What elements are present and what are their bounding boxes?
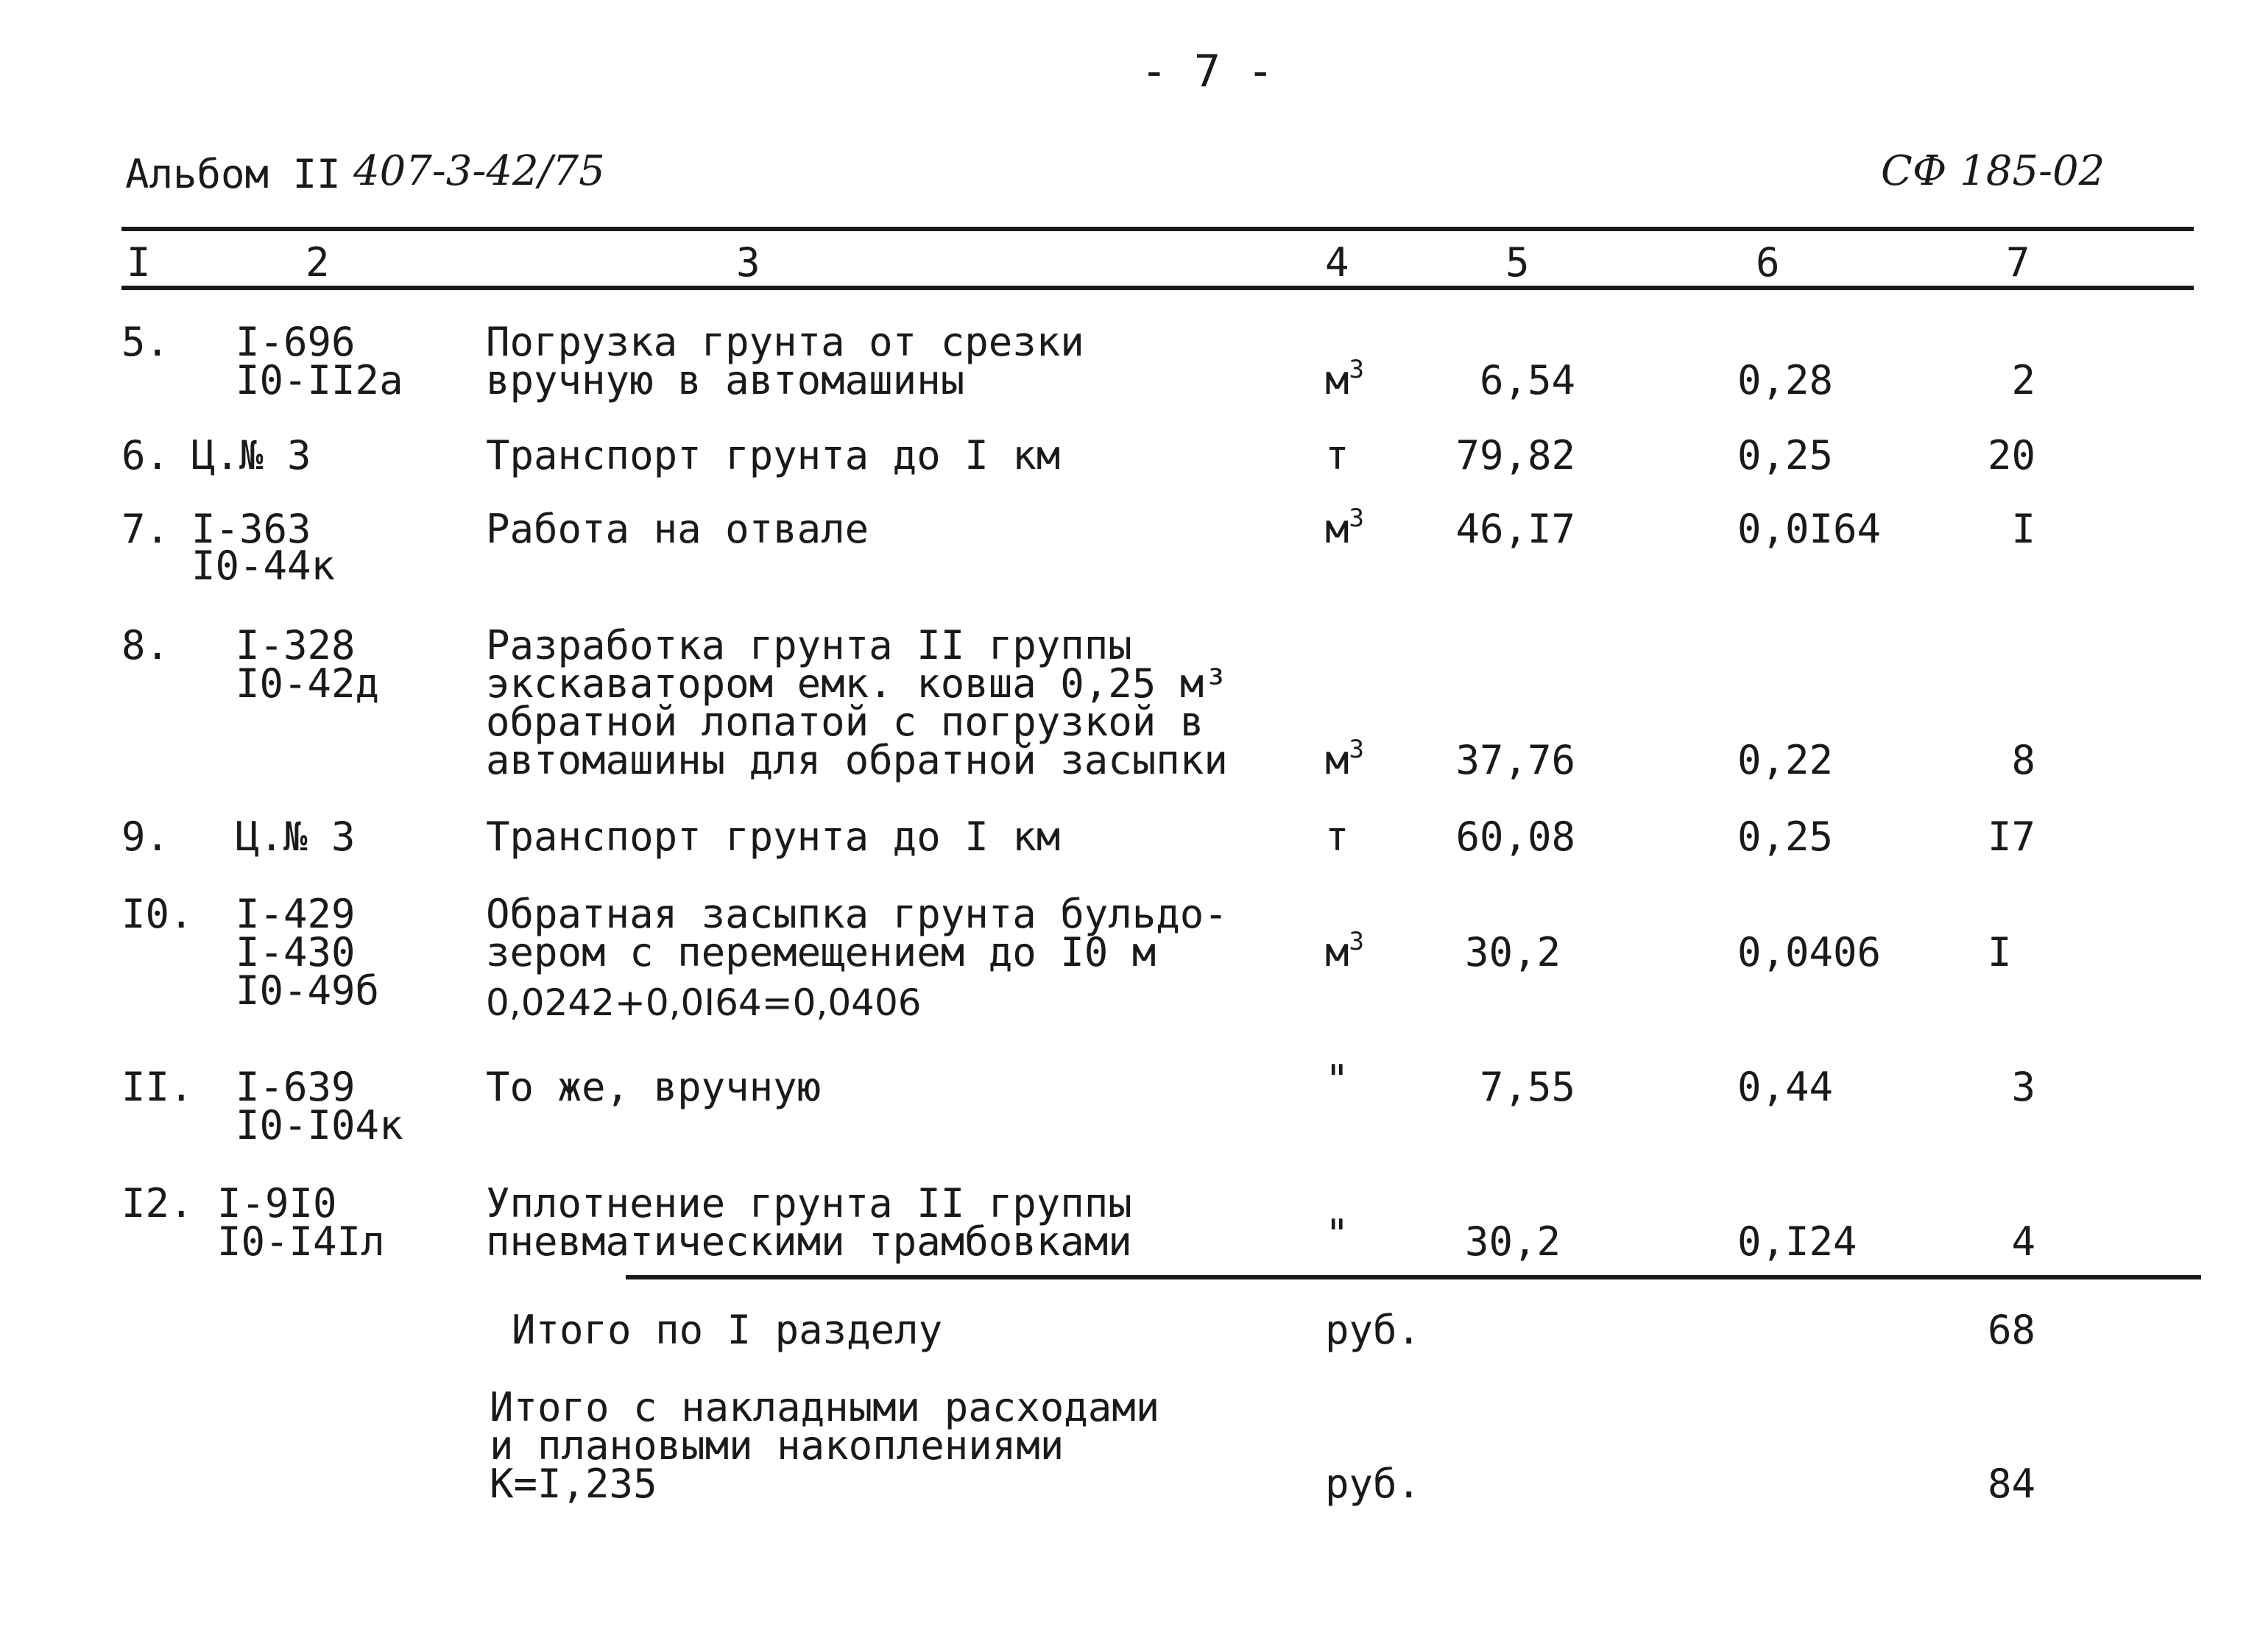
total-unit: руб.	[1325, 1307, 1422, 1353]
row-description: Разработка грунта II группы	[486, 622, 1132, 668]
row-total: 3	[2011, 1064, 2035, 1110]
sheet-code: СФ 185-02	[1881, 147, 2105, 195]
unit-superscript: 3	[1349, 735, 1364, 764]
total-label: К=I,235	[490, 1461, 657, 1507]
unit-base: м	[1325, 357, 1349, 403]
row-description: обратной лопатой с погрузкой в	[486, 699, 1204, 745]
row-code: I0-I04к	[236, 1102, 403, 1148]
row-quantity: 30,2	[1465, 1218, 1561, 1265]
row-quantity: 60,08	[1455, 813, 1575, 860]
row-total: 8	[2011, 737, 2035, 783]
unit-base: м	[1325, 737, 1349, 783]
row-unit	[1325, 504, 1364, 552]
row-total: I	[1988, 929, 2012, 975]
unit-base: "	[1325, 1056, 1349, 1103]
row-code: I0-42д	[236, 660, 380, 707]
row-quantity: 7,55	[1479, 1064, 1575, 1110]
row-code: I0-I4Iл	[217, 1218, 385, 1265]
row-code: I0-II2a	[236, 357, 403, 403]
totals-divider	[626, 1275, 2201, 1279]
unit-base: м	[1325, 929, 1349, 975]
row-price: 0,44	[1737, 1064, 1834, 1110]
row-quantity: 79,82	[1455, 432, 1575, 479]
row-code: I-696	[236, 319, 356, 365]
total-label: и плановыми накоплениями	[490, 1422, 1064, 1469]
col-header-1: I	[127, 239, 151, 286]
row-total: I	[2011, 506, 2035, 552]
col-header-6: 6	[1756, 239, 1780, 286]
row-calculation: 0,0242+0,0I64=0,0406	[486, 981, 922, 1024]
row-code: I0-49б	[236, 967, 380, 1014]
row-description: экскаватором емк. ковша 0,25 м³	[486, 660, 1228, 707]
row-unit	[1325, 1211, 1349, 1257]
row-number: 5.	[121, 319, 170, 365]
row-description: Транспорт грунта до I км	[486, 813, 1061, 860]
row-unit	[1325, 432, 1349, 479]
header-rule-bottom	[121, 286, 2194, 290]
row-number: 8.	[121, 622, 170, 668]
row-total: I7	[1987, 813, 2035, 860]
row-description: пневматическими трамбовками	[486, 1218, 1132, 1265]
total-unit: руб.	[1325, 1461, 1422, 1507]
row-code: I-429	[236, 891, 356, 937]
row-unit	[1325, 735, 1364, 783]
row-price: 0,28	[1737, 357, 1834, 403]
unit-superscript: 3	[1349, 355, 1364, 384]
row-code: I0-44к	[191, 543, 336, 589]
row-price: 0,22	[1737, 737, 1834, 783]
row-price: 0,25	[1737, 432, 1834, 479]
unit-superscript: 3	[1349, 927, 1364, 956]
row-price: 0,0I64	[1737, 506, 1882, 552]
col-header-2: 2	[306, 239, 330, 286]
col-header-5: 5	[1505, 239, 1530, 286]
row-code: I-363	[191, 506, 311, 552]
total-value: 68	[1987, 1307, 2035, 1353]
row-code: I-9I0	[217, 1180, 337, 1226]
col-header-3: 3	[736, 239, 760, 286]
row-number: 9.	[121, 813, 170, 860]
row-total: 4	[2011, 1218, 2035, 1265]
unit-superscript: 3	[1349, 504, 1364, 533]
album-code: 407-3-42/75	[353, 147, 605, 195]
row-quantity: 30,2	[1465, 929, 1561, 975]
row-total: 20	[1987, 432, 2035, 479]
row-quantity: 37,76	[1455, 737, 1575, 783]
row-description: Транспорт грунта до I км	[486, 432, 1061, 479]
row-number: 6.	[121, 432, 170, 479]
row-code: I-639	[236, 1064, 356, 1110]
row-code: I-328	[236, 622, 356, 668]
total-label: Итого с накладными расходами	[490, 1384, 1160, 1430]
col-header-4: 4	[1325, 239, 1349, 286]
row-code: Ц.№ 3	[236, 813, 356, 860]
unit-base: м	[1325, 506, 1349, 552]
row-description: автомашины для обратной засыпки	[486, 737, 1228, 783]
row-description: То же, вручную	[486, 1064, 822, 1110]
row-description: Работа на отвале	[486, 506, 869, 552]
total-value: 84	[1987, 1461, 2035, 1507]
row-price: 0,0406	[1737, 929, 1882, 975]
row-number: I2.	[121, 1180, 194, 1226]
row-unit	[1325, 927, 1364, 975]
row-total: 2	[2011, 357, 2035, 403]
header-rule-top	[121, 227, 2194, 231]
row-description: зером с перемещением до I0 м	[486, 929, 1157, 975]
row-code: I-430	[236, 929, 356, 975]
unit-base: "	[1325, 1211, 1349, 1257]
row-quantity: 6,54	[1479, 357, 1575, 403]
row-number: II.	[121, 1064, 194, 1110]
row-number: 7.	[121, 506, 170, 552]
row-code: Ц.№ 3	[191, 432, 311, 479]
row-unit	[1325, 355, 1364, 403]
unit-base: т	[1325, 813, 1349, 860]
row-unit	[1325, 1056, 1349, 1103]
row-description: Уплотнение грунта II группы	[486, 1180, 1132, 1226]
row-number: I0.	[121, 891, 194, 937]
col-header-7: 7	[2006, 239, 2030, 286]
row-description: Обратная засыпка грунта бульдо-	[486, 891, 1228, 937]
total-label: Итого по I разделу	[512, 1307, 943, 1353]
page-number: - 7 -	[1140, 46, 1274, 97]
row-unit	[1325, 813, 1349, 860]
row-price: 0,25	[1737, 813, 1834, 860]
unit-base: т	[1325, 432, 1349, 479]
row-description: Погрузка грунта от срезки	[486, 319, 1084, 365]
row-quantity: 46,I7	[1455, 506, 1575, 552]
album-label: Альбом II	[125, 151, 341, 197]
row-price: 0,I24	[1737, 1218, 1857, 1265]
row-description: вручную в автомашины	[486, 357, 965, 403]
